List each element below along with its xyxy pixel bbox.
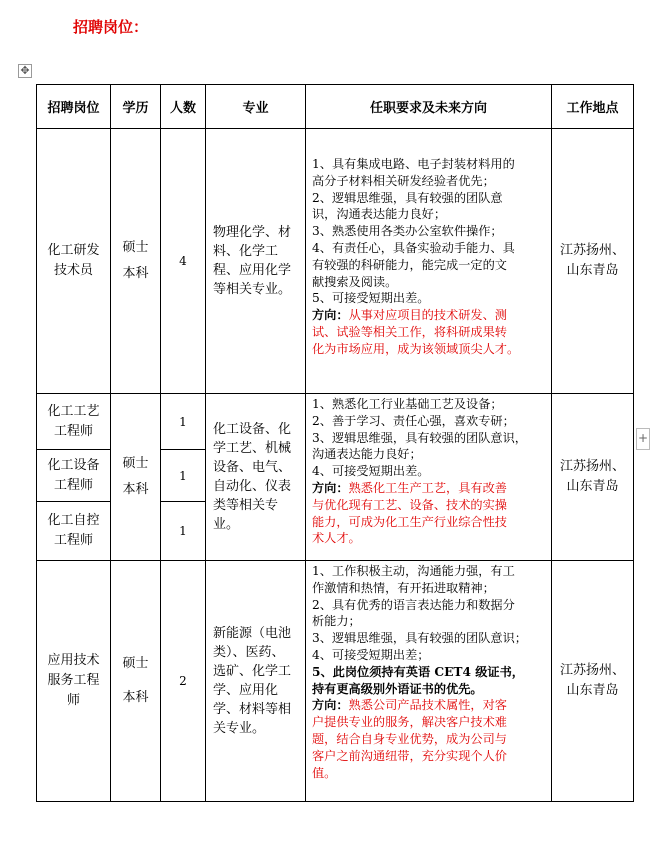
header-count: 人数 <box>161 85 206 129</box>
add-column-icon[interactable]: + <box>636 428 650 450</box>
count-cell: 1 <box>161 502 206 561</box>
table-row <box>37 129 634 394</box>
count-cell: 4 <box>161 129 206 394</box>
direction-label: 方向： <box>312 480 349 495</box>
requirements-cell: 1、熟悉化工行业基础工艺及设备； 2、善于学习、责任心强，喜欢专研； 3、逻辑思维强，具有较强的团队意识， 沟通表达能力良好； 4、可接受短期出差。 方向：熟悉化工生产工艺，具有改善 与优化现有工艺、设备、技术的实操 能力，可成为化工生产行业综合性技 术人才。 <box>306 394 552 561</box>
header-major: 专业 <box>206 85 306 129</box>
position-cell: 化工研发 技术员 <box>37 129 111 394</box>
header-position: 招聘岗位 <box>37 85 111 129</box>
location-cell: 江苏扬州、 山东青岛 <box>552 129 634 394</box>
table-header-row <box>37 85 634 129</box>
requirements-cell: 1、工作积极主动，沟通能力强，有工 作激情和热情，有开拓进取精神； 2、具有优秀的语言表达能力和数据分 析能力； 3、逻辑思维强，具有较强的团队意识； 4、可接受短期出差； 5、此岗位须持有英语 CET4 级证书， 持有更高级别外语证书的优先。 方向：熟悉公司产品技术属性，对客 户提供专业的服务，解决客户技术难 题，结合自身专业优势，成为公司与 客户之前沟通纽带，充分实现个人价 值。 <box>306 561 552 802</box>
position-cell: 应用技术 服务工程 师 <box>37 561 111 802</box>
recruitment-table <box>36 84 634 802</box>
major-cell: 新能源（电池 类）、医药、 选矿、化学工 学、应用化 学、材料等相 关专业。 <box>206 561 306 802</box>
page-heading: 招聘岗位： <box>73 18 149 36</box>
direction-label: 方向： <box>312 698 349 713</box>
table-row <box>37 394 634 450</box>
location-cell: 江苏扬州、 山东青岛 <box>552 394 634 561</box>
header-location: 工作地点 <box>552 85 634 129</box>
cet4-requirement: 5、此岗位须持有英语 CET4 级证书， <box>312 664 524 679</box>
table-row <box>37 561 634 802</box>
count-cell: 1 <box>161 394 206 450</box>
direction-text: 从事对应项目的技术研发、测 <box>348 308 507 323</box>
table-move-handle-icon[interactable]: ✥ <box>18 64 32 78</box>
requirements-cell: 1、具有集成电路、电子封装材料用的 高分子材料相关研发经验者优先； 2、逻辑思维强，具有较强的团队意 识，沟通表达能力良好； 3、熟悉使用各类办公室软件操作； 4、有责任心，具备实验动手能力、具 有较强的科研能力，能完成一定的文 献搜索及阅读。 5、可接受短期出差。 方向：从事对应项目的技术研发、测 试、试验等相关工作，将科研成果转 化为市场应用，成为该领域顶尖人才。 <box>306 129 552 394</box>
position-cell: 化工设备 工程师 <box>37 450 111 502</box>
position-cell: 化工工艺 工程师 <box>37 394 111 450</box>
header-requirements: 任职要求及未来方向 <box>306 85 552 129</box>
direction-text: 熟悉公司产品技术属性，对客 <box>348 698 507 713</box>
education-cell: 硕士 本科 <box>111 561 161 802</box>
education-cell: 硕士 本科 <box>111 394 161 561</box>
direction-text: 熟悉化工生产工艺，具有改善 <box>348 480 507 495</box>
education-cell: 硕士 本科 <box>111 129 161 394</box>
position-cell: 化工自控 工程师 <box>37 502 111 561</box>
count-cell: 2 <box>161 561 206 802</box>
major-cell: 化工设备、化 学工艺、机械 设备、电气、 自动化、仪表 类等相关专 业。 <box>206 394 306 561</box>
header-education: 学历 <box>111 85 161 129</box>
location-cell: 江苏扬州、 山东青岛 <box>552 561 634 802</box>
major-cell: 物理化学、材 料、化学工 程、应用化学 等相关专业。 <box>206 129 306 394</box>
count-cell: 1 <box>161 450 206 502</box>
direction-label: 方向： <box>312 308 349 323</box>
